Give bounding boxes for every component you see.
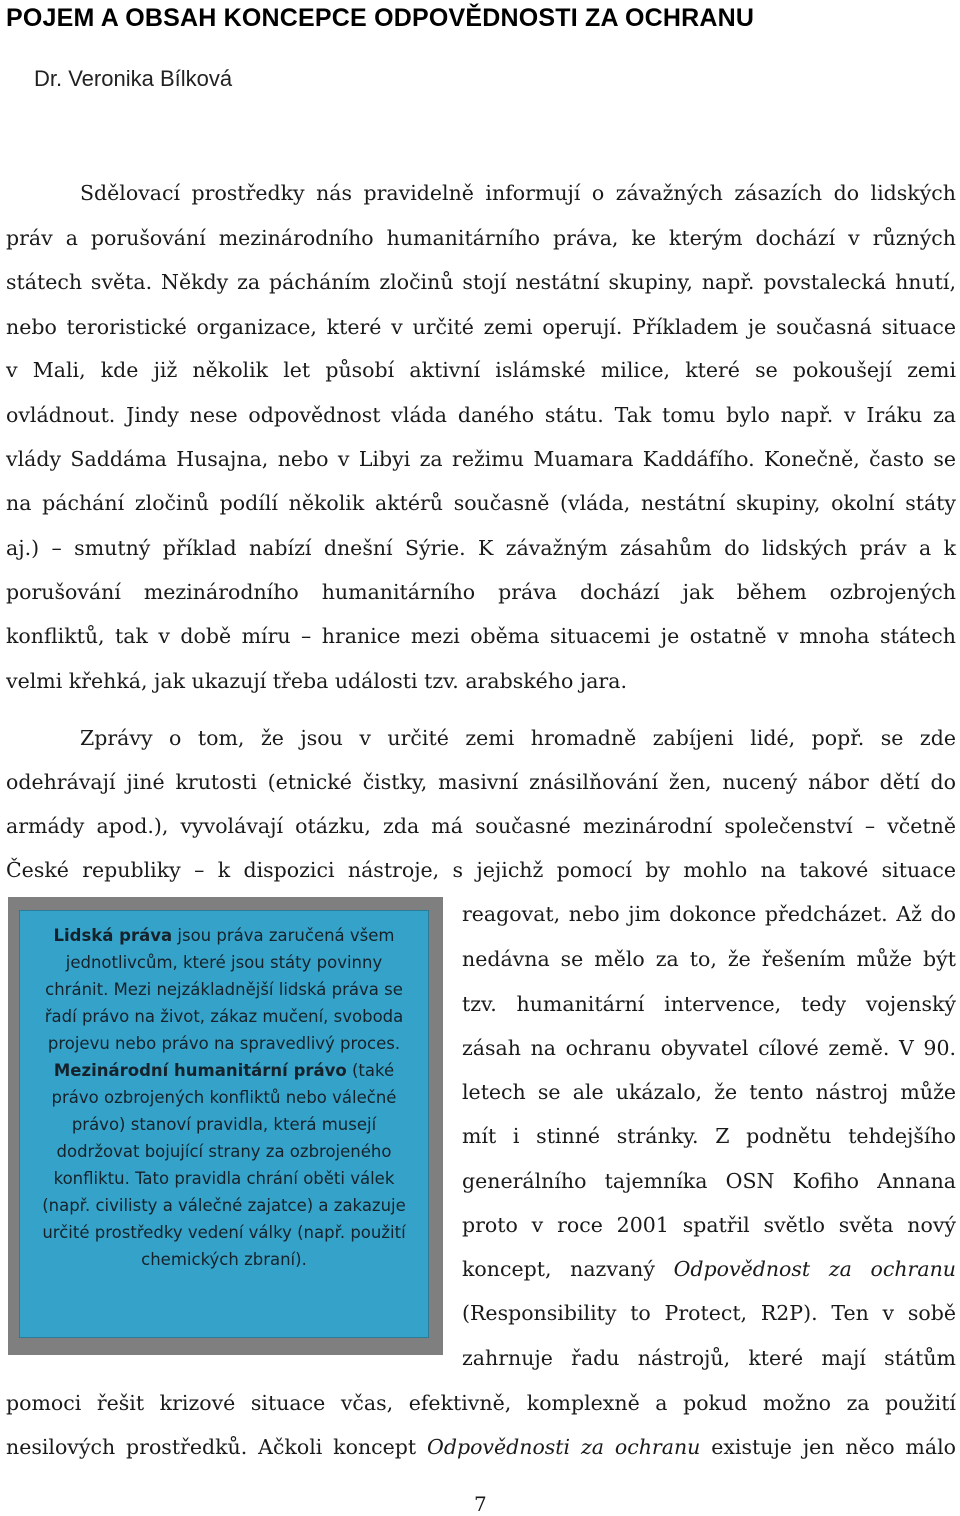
text-line: České republiky – k dispozici nástroje, s jejichž pomocí by mohlo na takové situace (6, 858, 956, 882)
text-span: koncept, nazvaný (462, 1257, 674, 1281)
text-line: vlády Saddáma Husajna, nebo v Libyi za režimu Muamara Kaddáfího. Konečně, často se (6, 447, 956, 471)
text-line: tzv. humanitární intervence, tedy vojenský (462, 992, 956, 1016)
definition-humanitarian-law: (také právo ozbrojených konfliktů nebo válečné právo) stanoví pravidla, která musejí dodržovat bojující strany za ozbrojeného konfliktu. Tato pravidla chrání oběti válek (např. civilisty a válečné zajatce) a zakazuje určité prostředky vedení války (např. použití chemických zbraní). (42, 1061, 406, 1269)
text-line: letech se ale ukázalo, že tento nástroj může (462, 1080, 956, 1104)
text-line: zahrnuje řadu nástrojů, které mají státům (462, 1346, 956, 1370)
text-line: mít i stinné stránky. Z podnětu tehdejšího (462, 1124, 956, 1148)
text-line: armády apod.), vyvolávají otázku, zda má současné mezinárodní společenství – včetně (6, 814, 956, 838)
definition-human-rights: jsou práva zaručená všem jednotlivcům, které jsou státy povinny chránit. Mezi nejzákladnější lidská práva se řadí právo na život, zákaz mučení, svoboda projevu nebo právo na spravedlivý proces. (44, 926, 404, 1053)
text-line: Zprávy o tom, že jsou v určité zemi hromadně zabíjeni lidé, popř. se zde (80, 726, 956, 750)
text-line: v Mali, kde již několik let působí aktivní islámské milice, které se pokoušejí zemi (6, 358, 956, 382)
text-line: zásah na ochranu obyvatel cílové země. V 90. (462, 1036, 956, 1060)
text-span: existuje jen něco málo (700, 1435, 956, 1459)
author-name: Dr. Veronika Bílková (34, 66, 233, 91)
sidebar-definition-box (19, 910, 429, 1338)
italic-term: Odpovědnosti za ochranu (427, 1435, 701, 1459)
text-line: generálního tajemníka OSN Kofiho Annana (462, 1169, 956, 1193)
text-line: nebo teroristické organizace, které v určité zemi operují. Příkladem je současná situace (6, 315, 956, 339)
text-line: na páchání zločinů podílí několik aktérů současně (vláda, nestátní skupiny, okolní státy (6, 491, 956, 515)
text-line: (Responsibility to Protect, R2P). Ten v sobě (462, 1301, 956, 1325)
page-title: POJEM A OBSAH KONCEPCE ODPOVĚDNOSTI ZA OCHRANU (6, 4, 755, 32)
page-number: 7 (474, 1492, 487, 1516)
text-line: aj.) – smutný příklad nabízí dnešní Sýrie. K závažným zásahům do lidských práv a k (6, 536, 956, 560)
text-line: práv a porušování mezinárodního humanitárního práva, ke kterým dochází v různých (6, 226, 956, 250)
text-line: státech světa. Někdy za pácháním zločinů stojí nestátní skupiny, např. povstalecká hnutí, (6, 270, 956, 294)
text-line: reagovat, nebo jim dokonce předcházet. Až do (462, 902, 956, 926)
text-line (462, 1255, 956, 1283)
text-line: pomoci řešit krizové situace včas, efektivně, komplexně a pokud možno za použití (6, 1391, 956, 1415)
text-line: velmi křehká, jak ukazují třeba události tzv. arabského jara. (6, 669, 627, 693)
text-line: odehrávají jiné krutosti (etnické čistky, masivní znásilňování žen, nucený nábor dětí do (6, 770, 956, 794)
italic-term: Odpovědnost za ochranu (673, 1257, 956, 1281)
term-human-rights: Lidská práva (53, 926, 173, 945)
text-line: ovládnout. Jindy nese odpovědnost vláda daného státu. Tak tomu bylo např. v Iráku za (6, 403, 956, 427)
text-line: konfliktů, tak v době míru – hranice mezi oběma situacemi je ostatně v mnoha státech (6, 624, 956, 648)
term-humanitarian-law: Mezinárodní humanitární právo (53, 1061, 347, 1080)
text-line: Sdělovací prostředky nás pravidelně informují o závažných zásazích do lidských (80, 181, 956, 205)
text-span: nesilových prostředků. Ačkoli koncept (6, 1435, 428, 1459)
text-line (6, 1433, 956, 1461)
text-line: porušování mezinárodního humanitárního práva dochází jak během ozbrojených (6, 580, 956, 604)
text-line: proto v roce 2001 spatřil světlo světa nový (462, 1213, 956, 1237)
text-line: nedávna se mělo za to, že řešením může být (462, 947, 956, 971)
